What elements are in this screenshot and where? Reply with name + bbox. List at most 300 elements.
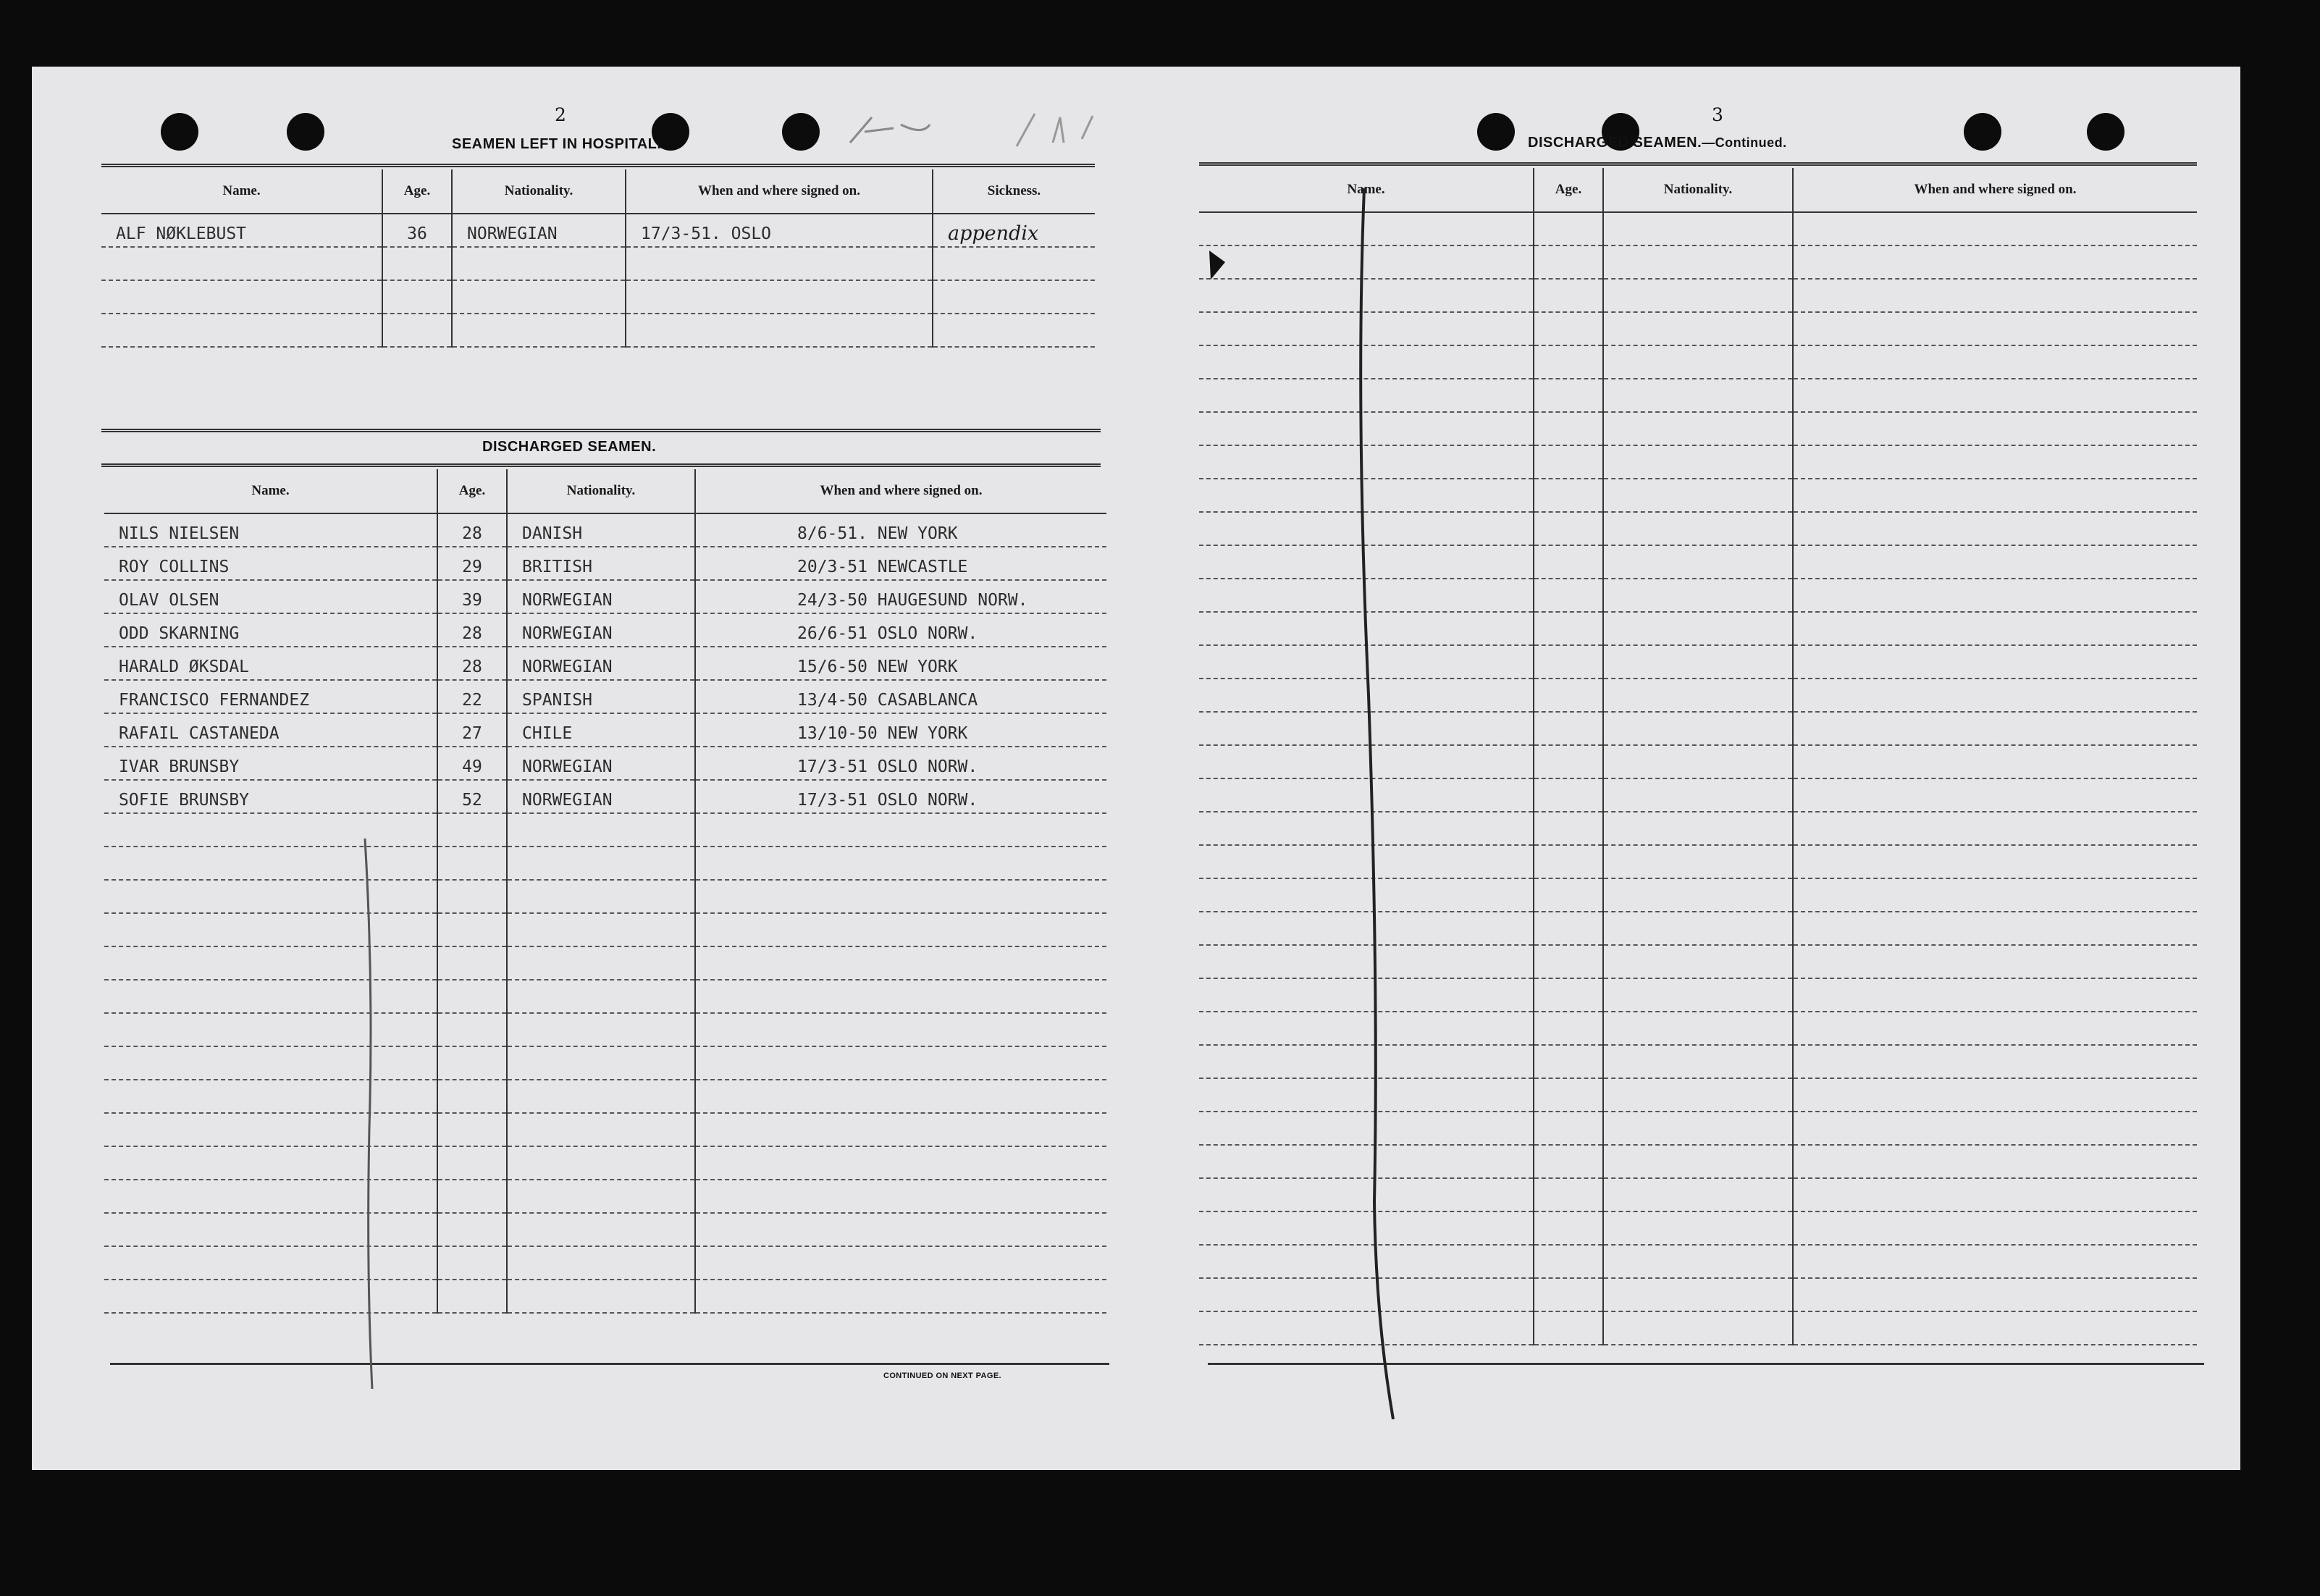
column-header-age: Age. (1534, 168, 1603, 212)
blank-cell (1603, 379, 1793, 412)
table-row (1199, 845, 2197, 878)
table-row (1199, 512, 2197, 545)
title-text: DISCHARGED SEAMEN. (1528, 135, 1702, 151)
blank-cell (1534, 812, 1603, 845)
page-title (1528, 135, 1787, 151)
seaman-age: 39 (437, 580, 507, 613)
blank-cell (1534, 279, 1603, 312)
column-header-age: Age. (382, 169, 452, 214)
blank-cell (1603, 845, 1793, 878)
seaman-signed-on (695, 1246, 1106, 1280)
table-row (1199, 1311, 2197, 1345)
table-row (104, 1280, 1106, 1313)
blank-cell (1603, 412, 1793, 445)
discharged-section-title: DISCHARGED SEAMEN. (482, 439, 657, 455)
blank-cell (1793, 412, 2197, 445)
seaman-name: HARALD ØKSDAL (104, 647, 437, 680)
seaman-age: 49 (437, 747, 507, 780)
blank-cell (1603, 1145, 1793, 1178)
seaman-nationality (507, 813, 695, 847)
blank-cell (1603, 245, 1793, 279)
seaman-signed-on: 24/3-50 HAUGESUND NORW. (695, 580, 1106, 613)
blank-cell (1603, 912, 1793, 945)
blank-cell (1534, 1012, 1603, 1045)
seaman-nationality: NORWEGIAN (507, 747, 695, 780)
seaman-age (437, 880, 507, 913)
seaman-nationality (507, 1213, 695, 1246)
blank-cell (1603, 878, 1793, 912)
seaman-name: ROY COLLINS (104, 547, 437, 580)
blank-cell (1603, 1311, 1793, 1345)
blank-cell (1534, 512, 1603, 545)
blank-cell (1603, 978, 1793, 1012)
seaman-signed-on: 17/3-51. OSLO (626, 214, 933, 247)
table-row (104, 1080, 1106, 1113)
table-row (1199, 878, 2197, 912)
seaman-name (104, 1180, 437, 1213)
blank-cell (1793, 845, 2197, 878)
table-row (104, 1146, 1106, 1180)
table-row (1199, 412, 2197, 445)
blank-cell (1793, 479, 2197, 512)
table-row (104, 713, 1106, 747)
blank-cell (1603, 1245, 1793, 1278)
seaman-name: RAFAIL CASTANEDA (104, 713, 437, 747)
table-row (101, 247, 1095, 280)
table-row (104, 780, 1106, 813)
blank-cell (1534, 945, 1603, 978)
table-row (1199, 279, 2197, 312)
blank-cell (1793, 945, 2197, 978)
column-header-nationality: Nationality. (452, 169, 626, 214)
blank-cell (1534, 1145, 1603, 1178)
table-row (104, 1180, 1106, 1213)
seaman-signed-on (695, 1146, 1106, 1180)
seaman-age (437, 980, 507, 1013)
seaman-age: 52 (437, 780, 507, 813)
seaman-signed-on: 8/6-51. NEW YORK (695, 513, 1106, 547)
seaman-nationality: NORWEGIAN (507, 780, 695, 813)
table-row (104, 1046, 1106, 1080)
blank-cell (1534, 545, 1603, 579)
blank-cell (1793, 1245, 2197, 1278)
blank-cell (1534, 1045, 1603, 1078)
top-rule (101, 164, 1095, 167)
seaman-signed-on (695, 913, 1106, 946)
section-rule (101, 429, 1101, 432)
continued-note: CONTINUED ON NEXT PAGE. (883, 1372, 1002, 1380)
table-row (1199, 612, 2197, 645)
blank-cell (1793, 812, 2197, 845)
table-row (101, 214, 1095, 247)
table-row (104, 980, 1106, 1013)
seaman-name (104, 1080, 437, 1113)
seaman-nationality (507, 946, 695, 980)
seaman-signed-on: 26/6-51 OSLO NORW. (695, 613, 1106, 647)
table-row (1199, 1145, 2197, 1178)
blank-cell (1793, 545, 2197, 579)
seaman-age: 29 (437, 547, 507, 580)
column-header-name: Name. (104, 469, 437, 513)
blank-cell (1603, 512, 1793, 545)
blank-cell (1534, 245, 1603, 279)
seaman-age (437, 847, 507, 880)
blank-cell (1603, 279, 1793, 312)
seaman-name: OLAV OLSEN (104, 580, 437, 613)
blank-cell (1793, 379, 2197, 412)
blank-cell (1534, 679, 1603, 712)
table-row (1199, 978, 2197, 1012)
seaman-name: NILS NIELSEN (104, 513, 437, 547)
blank-cell (1534, 445, 1603, 479)
blank-cell (1603, 1012, 1793, 1045)
seaman-age (437, 1046, 507, 1080)
seaman-signed-on: 13/4-50 CASABLANCA (695, 680, 1106, 713)
seaman-nationality: CHILE (507, 713, 695, 747)
blank-cell (1534, 712, 1603, 745)
seaman-nationality (507, 1246, 695, 1280)
blank-cell (1603, 778, 1793, 812)
table-row (101, 314, 1095, 347)
seaman-signed-on (695, 1046, 1106, 1080)
ledger-sheet (32, 67, 2240, 1470)
blank-cell (1793, 712, 2197, 745)
column-header-nationality: Nationality. (507, 469, 695, 513)
blank-cell (1603, 645, 1793, 679)
blank-cell (1793, 345, 2197, 379)
seaman-age (437, 1146, 507, 1180)
seaman-signed-on (695, 980, 1106, 1013)
seaman-nationality (507, 880, 695, 913)
seaman-name (104, 1013, 437, 1046)
blank-cell (1793, 778, 2197, 812)
seaman-age (437, 1213, 507, 1246)
seaman-nationality: NORWEGIAN (507, 580, 695, 613)
blank-cell (1534, 345, 1603, 379)
blank-cell (1793, 245, 2197, 279)
seaman-age: 28 (437, 613, 507, 647)
table-row (1199, 345, 2197, 379)
table-row (104, 647, 1106, 680)
column-header-nationality: Nationality. (1603, 168, 1793, 212)
seaman-name (104, 847, 437, 880)
blank-cell (1793, 445, 2197, 479)
seaman-name: ODD SKARNING (104, 613, 437, 647)
table-row (104, 913, 1106, 946)
seaman-signed-on (695, 1013, 1106, 1046)
table-row (1199, 479, 2197, 512)
blank-cell (1534, 878, 1603, 912)
seaman-name (104, 1280, 437, 1313)
table-row (1199, 812, 2197, 845)
table-row (1199, 312, 2197, 345)
seaman-name (104, 946, 437, 980)
seaman-name: IVAR BRUNSBY (104, 747, 437, 780)
blank-cell (1534, 212, 1603, 245)
column-header-signed-on: When and where signed on. (626, 169, 933, 214)
blank-cell (1793, 679, 2197, 712)
seaman-signed-on (695, 1113, 1106, 1146)
table-row (104, 847, 1106, 880)
column-header-signed-on: When and where signed on. (1793, 168, 2197, 212)
blank-cell (1793, 1012, 2197, 1045)
blank-cell (1603, 1078, 1793, 1112)
table-row (1199, 1078, 2197, 1112)
seaman-nationality (507, 980, 695, 1013)
table-row (104, 1113, 1106, 1146)
blank-cell (1603, 712, 1793, 745)
seaman-nationality (507, 1046, 695, 1080)
seaman-signed-on (695, 1180, 1106, 1213)
seaman-nationality (507, 1113, 695, 1146)
left-page (32, 67, 1140, 1470)
blank-cell (1534, 1245, 1603, 1278)
seaman-age: 27 (437, 713, 507, 747)
seaman-signed-on (695, 847, 1106, 880)
seaman-name (104, 1246, 437, 1280)
seaman-age (437, 913, 507, 946)
seaman-nationality: DANISH (507, 513, 695, 547)
blank-cell (1534, 579, 1603, 612)
seaman-age: 28 (437, 513, 507, 547)
seaman-signed-on (695, 813, 1106, 847)
blank-cell (1534, 412, 1603, 445)
seaman-nationality (507, 847, 695, 880)
seaman-signed-on (695, 1280, 1106, 1313)
seaman-signed-on: 17/3-51 OSLO NORW. (695, 747, 1106, 780)
blank-cell (1603, 312, 1793, 345)
table-row (104, 613, 1106, 647)
table-row (1199, 445, 2197, 479)
top-rule (1199, 162, 2197, 166)
seaman-nationality (507, 1080, 695, 1113)
seaman-name (104, 913, 437, 946)
table-row (104, 547, 1106, 580)
blank-cell (1793, 1112, 2197, 1145)
blank-cell (1534, 1211, 1603, 1245)
table-row (1199, 245, 2197, 279)
blank-cell (1793, 745, 2197, 778)
blank-cell (1603, 1045, 1793, 1078)
table-row (1199, 679, 2197, 712)
blank-cell (1793, 1311, 2197, 1345)
blank-cell (1603, 345, 1793, 379)
seaman-signed-on (695, 880, 1106, 913)
blank-cell (1603, 945, 1793, 978)
page-number: 3 (1712, 104, 1723, 125)
blank-cell (1603, 1112, 1793, 1145)
seaman-signed-on: 15/6-50 NEW YORK (695, 647, 1106, 680)
seaman-name: FRANCISCO FERNANDEZ (104, 680, 437, 713)
table-row (104, 580, 1106, 613)
table-row (104, 946, 1106, 980)
table-row (104, 1013, 1106, 1046)
table-row (1199, 1178, 2197, 1211)
seaman-nationality: NORWEGIAN (507, 647, 695, 680)
blank-cell (1603, 1211, 1793, 1245)
page-number: 2 (555, 104, 566, 125)
blank-cell (1603, 212, 1793, 245)
blank-cell (1793, 279, 2197, 312)
seaman-sickness: appendix (933, 214, 1095, 247)
blank-cell (1793, 612, 2197, 645)
seaman-signed-on: 13/10-50 NEW YORK (695, 713, 1106, 747)
blank-cell (1603, 679, 1793, 712)
blank-cell (1534, 1278, 1603, 1311)
table-row (1199, 379, 2197, 412)
pencil-mark (1350, 188, 1408, 1419)
seaman-nationality: NORWEGIAN (452, 214, 626, 247)
seaman-age: 28 (437, 647, 507, 680)
table-row (1199, 778, 2197, 812)
blank-cell (1793, 312, 2197, 345)
discharged-table (104, 469, 1106, 1314)
blank-cell (1534, 912, 1603, 945)
blank-cell (1603, 812, 1793, 845)
section-rule (101, 463, 1101, 467)
table-row (104, 747, 1106, 780)
blank-cell (1534, 645, 1603, 679)
blank-cell (1534, 745, 1603, 778)
seaman-nationality: BRITISH (507, 547, 695, 580)
seaman-age (437, 1280, 507, 1313)
blank-cell (1603, 579, 1793, 612)
seaman-name (104, 880, 437, 913)
seaman-name (104, 1213, 437, 1246)
seaman-age (437, 1113, 507, 1146)
blank-cell (1793, 1178, 2197, 1211)
seaman-name (104, 1113, 437, 1146)
seaman-name: SOFIE BRUNSBY (104, 780, 437, 813)
blank-cell (1534, 1178, 1603, 1211)
table-row (1199, 1112, 2197, 1145)
column-header-signed-on: When and where signed on. (695, 469, 1106, 513)
seaman-name (104, 1146, 437, 1180)
seaman-age: 22 (437, 680, 507, 713)
seaman-age (437, 946, 507, 980)
seaman-signed-on: 20/3-51 NEWCASTLE (695, 547, 1106, 580)
blank-cell (1603, 1178, 1793, 1211)
bottom-rule (110, 1363, 1109, 1365)
blank-cell (1793, 1078, 2197, 1112)
blank-cell (1793, 512, 2197, 545)
table-row (1199, 1245, 2197, 1278)
blank-cell (1603, 545, 1793, 579)
seaman-nationality (507, 1146, 695, 1180)
blank-cell (1793, 1211, 2197, 1245)
table-row (1199, 579, 2197, 612)
seaman-signed-on: 17/3-51 OSLO NORW. (695, 780, 1106, 813)
table-row (1199, 745, 2197, 778)
hospital-table (101, 169, 1095, 348)
blank-cell (1793, 1145, 2197, 1178)
blank-cell (1534, 1112, 1603, 1145)
seaman-signed-on (695, 946, 1106, 980)
table-row (1199, 1045, 2197, 1078)
table-row (101, 280, 1095, 314)
seaman-name (104, 1046, 437, 1080)
seaman-signed-on (695, 1213, 1106, 1246)
discharged-continued-table (1199, 168, 2197, 1345)
column-header-name: Name. (1199, 168, 1534, 212)
seaman-nationality (507, 1280, 695, 1313)
table-row (104, 1213, 1106, 1246)
table-row (1199, 1278, 2197, 1311)
blank-cell (1534, 312, 1603, 345)
blank-cell (1534, 1311, 1603, 1345)
blank-cell (1534, 978, 1603, 1012)
blank-cell (1534, 379, 1603, 412)
table-row (104, 680, 1106, 713)
table-row (104, 1246, 1106, 1280)
blank-cell (1603, 1278, 1793, 1311)
seaman-age: 36 (382, 214, 452, 247)
seaman-age (437, 1246, 507, 1280)
seaman-signed-on (695, 1080, 1106, 1113)
blank-cell (1603, 745, 1793, 778)
blank-cell (1793, 1045, 2197, 1078)
seaman-name: ALF NØKLEBUST (101, 214, 382, 247)
table-row (1199, 945, 2197, 978)
seaman-nationality: NORWEGIAN (507, 613, 695, 647)
title-suffix: —Continued. (1702, 135, 1787, 150)
table-row (1199, 1012, 2197, 1045)
table-row (1199, 545, 2197, 579)
blank-cell (1603, 612, 1793, 645)
seaman-age (437, 1080, 507, 1113)
hospital-section-title: SEAMEN LEFT IN HOSPITAL. (452, 136, 662, 152)
seaman-nationality (507, 913, 695, 946)
seaman-nationality: SPANISH (507, 680, 695, 713)
table-row (104, 813, 1106, 847)
column-header-sickness: Sickness. (933, 169, 1095, 214)
table-row (1199, 212, 2197, 245)
seaman-nationality (507, 1013, 695, 1046)
column-header-name: Name. (101, 169, 382, 214)
table-row (104, 513, 1106, 547)
blank-cell (1793, 212, 2197, 245)
blank-cell (1534, 612, 1603, 645)
blank-cell (1534, 1078, 1603, 1112)
table-row (1199, 912, 2197, 945)
column-header-age: Age. (437, 469, 507, 513)
blank-cell (1534, 479, 1603, 512)
table-row (1199, 712, 2197, 745)
seaman-age (437, 1180, 507, 1213)
blank-cell (1793, 1278, 2197, 1311)
blank-cell (1534, 845, 1603, 878)
blank-cell (1534, 778, 1603, 812)
blank-cell (1793, 912, 2197, 945)
seaman-name (104, 813, 437, 847)
table-row (104, 880, 1106, 913)
right-page (1140, 67, 2240, 1470)
seaman-age (437, 1013, 507, 1046)
blank-cell (1793, 645, 2197, 679)
ink-blot (1208, 248, 1230, 284)
table-row (1199, 645, 2197, 679)
pencil-mark (358, 839, 387, 1389)
blank-cell (1793, 878, 2197, 912)
seaman-name (104, 980, 437, 1013)
seaman-age (437, 813, 507, 847)
table-row (1199, 1211, 2197, 1245)
blank-cell (1603, 445, 1793, 479)
seaman-nationality (507, 1180, 695, 1213)
blank-cell (1603, 479, 1793, 512)
blank-cell (1793, 978, 2197, 1012)
blank-cell (1793, 579, 2197, 612)
